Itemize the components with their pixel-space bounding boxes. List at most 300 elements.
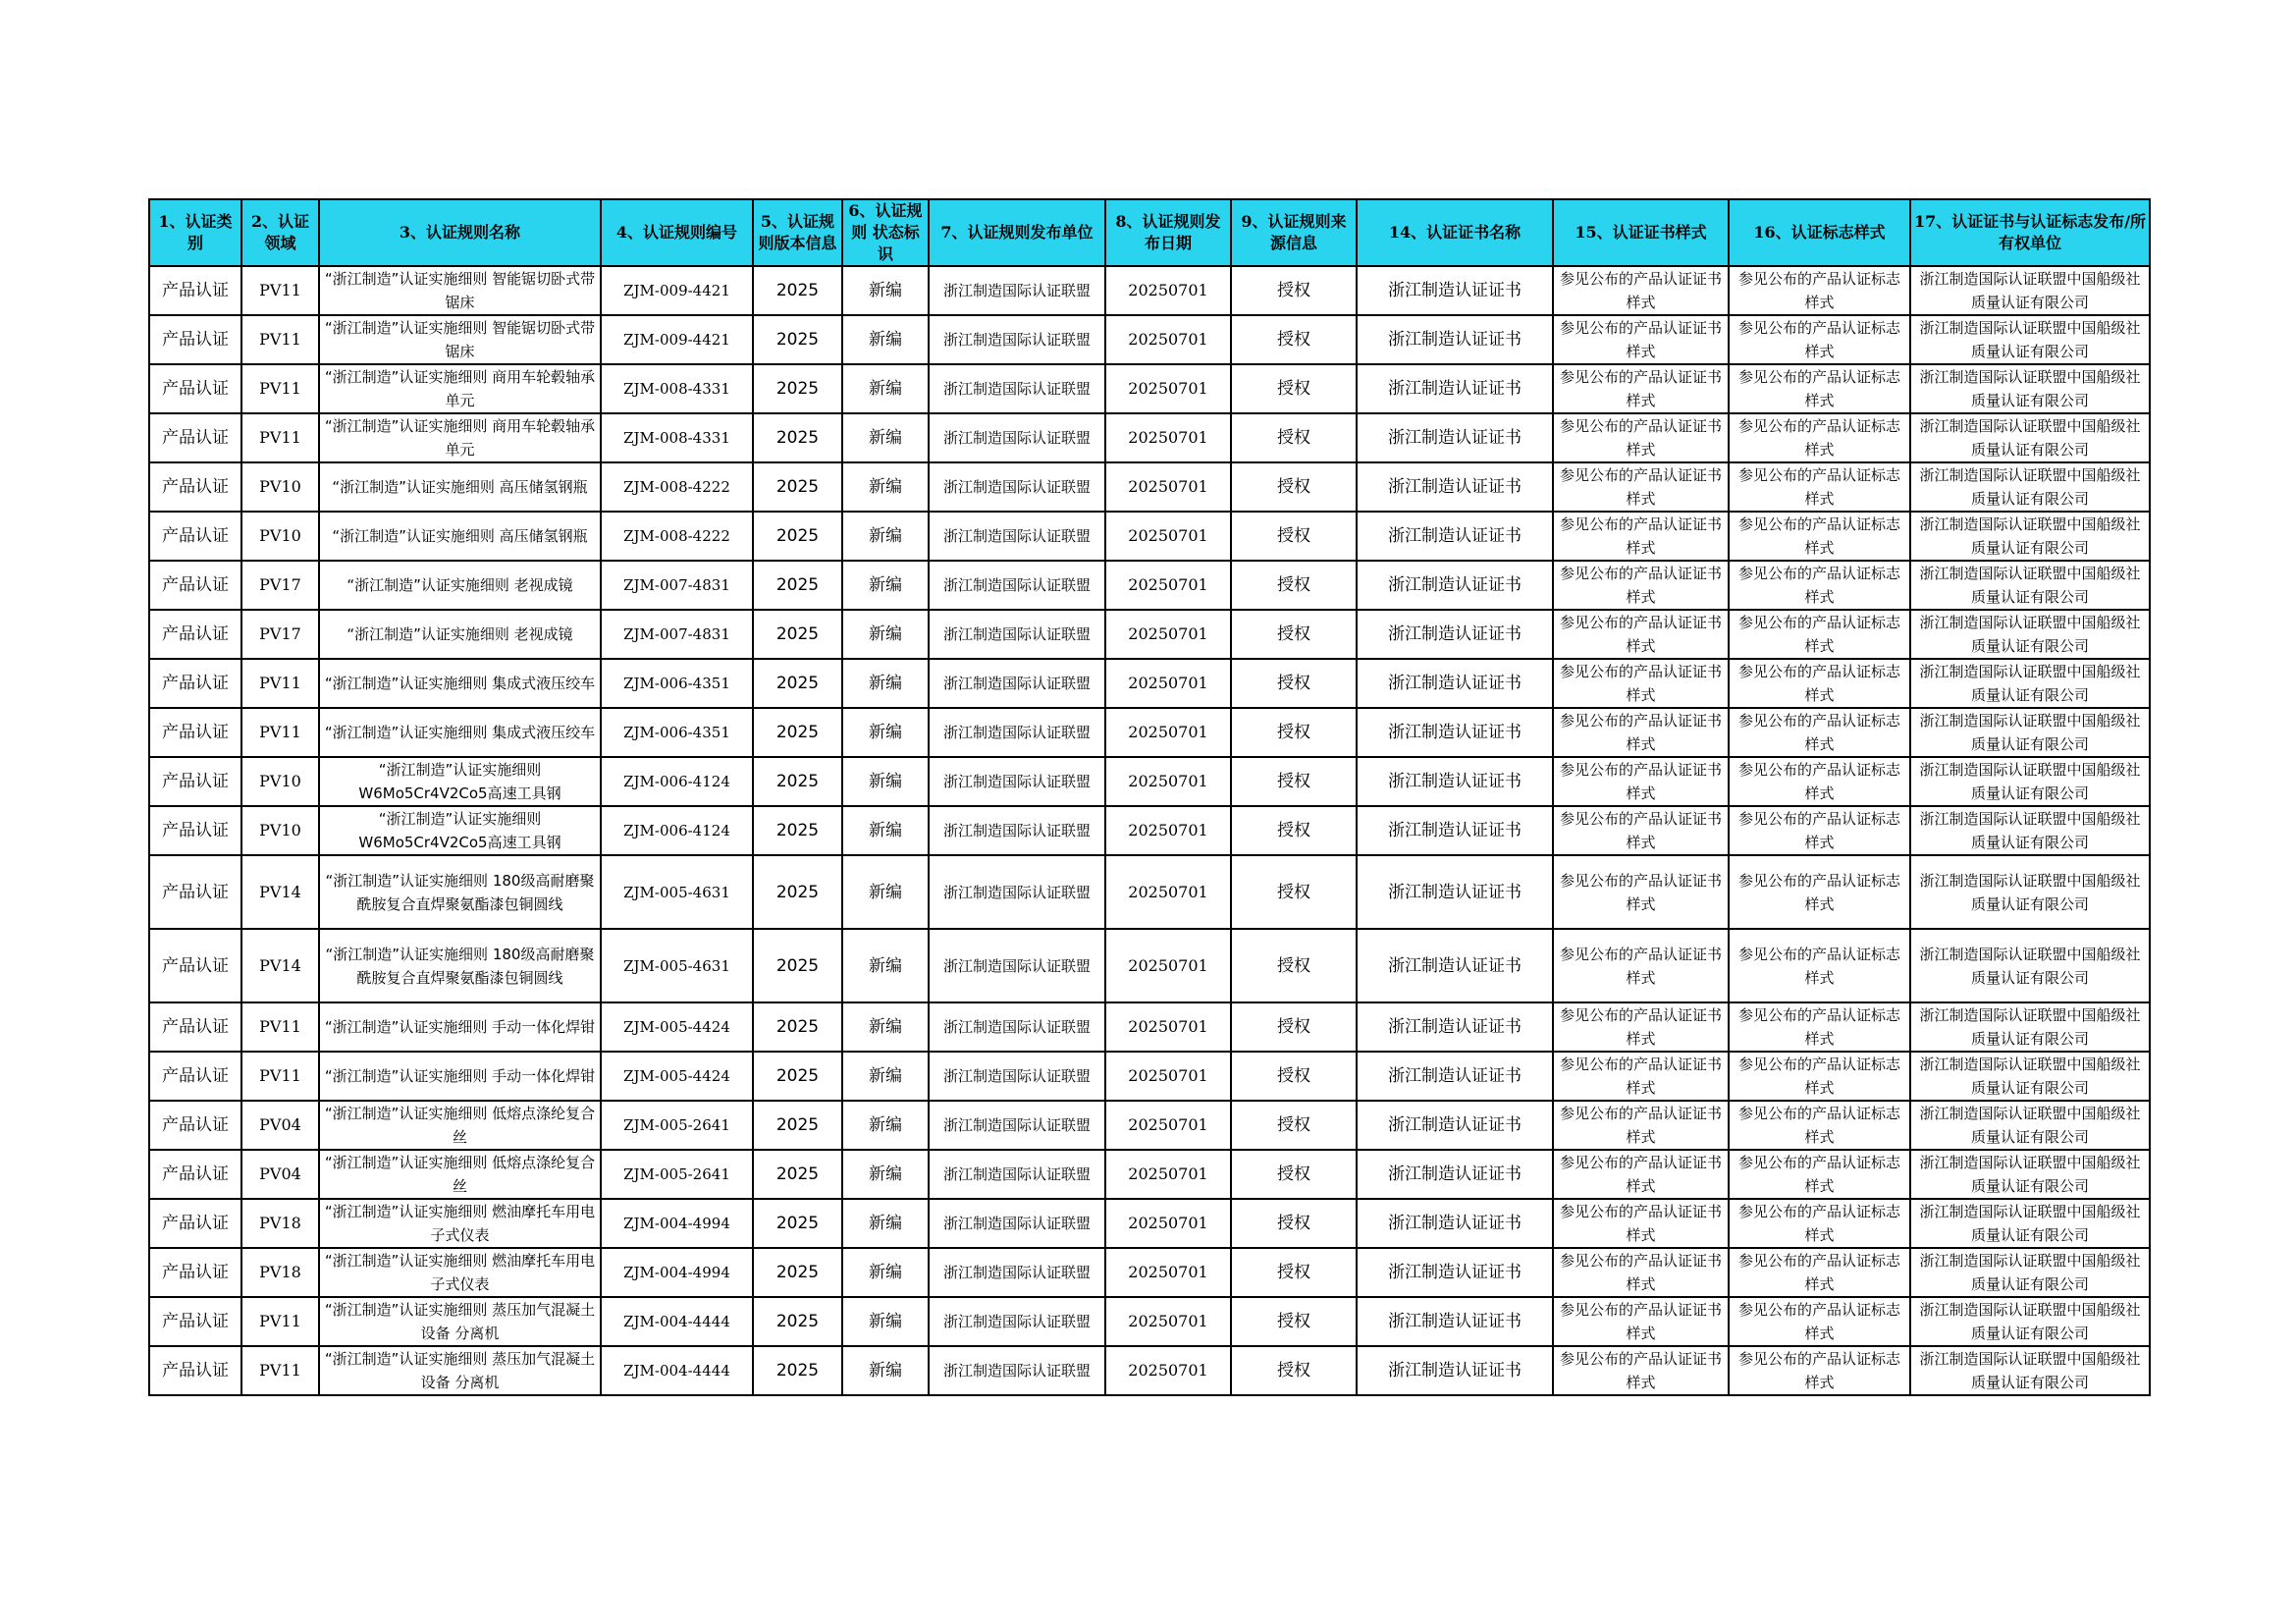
owner-cell: 浙江制造国际认证联盟中国船级社质量认证有限公司 xyxy=(1910,1199,2150,1248)
category-cell: 产品认证 xyxy=(149,659,241,708)
category-cell: 产品认证 xyxy=(149,1346,241,1395)
header-cell: 9、认证规则来源信息 xyxy=(1231,199,1357,266)
cert-style-cell: 参见公布的产品认证证书样式 xyxy=(1553,806,1729,855)
rule-code-cell: ZJM-005-4631 xyxy=(601,929,753,1002)
category-cell: 产品认证 xyxy=(149,266,241,315)
table-row xyxy=(149,1297,2150,1346)
header-cell: 14、认证证书名称 xyxy=(1357,199,1553,266)
rule-code-cell: ZJM-008-4222 xyxy=(601,462,753,512)
cert-style-cell: 参见公布的产品认证证书样式 xyxy=(1553,1101,1729,1150)
mark-style-cell: 参见公布的产品认证标志样式 xyxy=(1729,512,1910,561)
rule-name-cell: “浙江制造”认证实施细则 蒸压加气混凝土设备 分离机 xyxy=(319,1297,601,1346)
header-cell: 6、认证规则 状态标识 xyxy=(842,199,929,266)
owner-cell: 浙江制造国际认证联盟中国船级社质量认证有限公司 xyxy=(1910,806,2150,855)
owner-cell: 浙江制造国际认证联盟中国船级社质量认证有限公司 xyxy=(1910,462,2150,512)
owner-cell: 浙江制造国际认证联盟中国船级社质量认证有限公司 xyxy=(1910,266,2150,315)
version-cell: 2025 xyxy=(753,1002,842,1052)
issuer-cell: 浙江制造国际认证联盟 xyxy=(929,315,1105,364)
category-cell: 产品认证 xyxy=(149,1052,241,1101)
rule-code-cell: ZJM-008-4331 xyxy=(601,413,753,462)
rule-name-cell: “浙江制造”认证实施细则 老视成镜 xyxy=(319,561,601,610)
cert-name-cell: 浙江制造认证证书 xyxy=(1357,1052,1553,1101)
category-cell: 产品认证 xyxy=(149,757,241,806)
rule-code-cell: ZJM-005-4424 xyxy=(601,1052,753,1101)
version-cell: 2025 xyxy=(753,512,842,561)
table-row xyxy=(149,1101,2150,1150)
status-cell: 新编 xyxy=(842,1297,929,1346)
version-cell: 2025 xyxy=(753,1052,842,1101)
cert-name-cell: 浙江制造认证证书 xyxy=(1357,462,1553,512)
cert-style-cell: 参见公布的产品认证证书样式 xyxy=(1553,1346,1729,1395)
header-cell: 7、认证规则发布单位 xyxy=(929,199,1105,266)
owner-cell: 浙江制造国际认证联盟中国船级社质量认证有限公司 xyxy=(1910,1101,2150,1150)
status-cell: 新编 xyxy=(842,806,929,855)
table-row xyxy=(149,757,2150,806)
source-cell: 授权 xyxy=(1231,1248,1357,1297)
mark-style-cell: 参见公布的产品认证标志样式 xyxy=(1729,1101,1910,1150)
status-cell: 新编 xyxy=(842,610,929,659)
cert-name-cell: 浙江制造认证证书 xyxy=(1357,1248,1553,1297)
cert-style-cell: 参见公布的产品认证证书样式 xyxy=(1553,364,1729,413)
field-cell: PV11 xyxy=(241,708,319,757)
mark-style-cell: 参见公布的产品认证标志样式 xyxy=(1729,855,1910,929)
rule-code-cell: ZJM-005-4424 xyxy=(601,1002,753,1052)
rule-code-cell: ZJM-008-4222 xyxy=(601,512,753,561)
header-cell: 5、认证规则版本信息 xyxy=(753,199,842,266)
header-cell: 15、认证证书样式 xyxy=(1553,199,1729,266)
owner-cell: 浙江制造国际认证联盟中国船级社质量认证有限公司 xyxy=(1910,364,2150,413)
category-cell: 产品认证 xyxy=(149,1297,241,1346)
status-cell: 新编 xyxy=(842,659,929,708)
rule-name-cell: “浙江制造”认证实施细则 燃油摩托车用电子式仪表 xyxy=(319,1248,601,1297)
cert-name-cell: 浙江制造认证证书 xyxy=(1357,1002,1553,1052)
rule-name-cell: “浙江制造”认证实施细则 智能锯切卧式带锯床 xyxy=(319,266,601,315)
date-cell: 20250701 xyxy=(1105,1199,1231,1248)
category-cell: 产品认证 xyxy=(149,929,241,1002)
version-cell: 2025 xyxy=(753,659,842,708)
cert-style-cell: 参见公布的产品认证证书样式 xyxy=(1553,462,1729,512)
date-cell: 20250701 xyxy=(1105,1002,1231,1052)
cert-name-cell: 浙江制造认证证书 xyxy=(1357,1150,1553,1199)
table-row xyxy=(149,1248,2150,1297)
owner-cell: 浙江制造国际认证联盟中国船级社质量认证有限公司 xyxy=(1910,413,2150,462)
issuer-cell: 浙江制造国际认证联盟 xyxy=(929,610,1105,659)
status-cell: 新编 xyxy=(842,561,929,610)
cert-style-cell: 参见公布的产品认证证书样式 xyxy=(1553,266,1729,315)
date-cell: 20250701 xyxy=(1105,806,1231,855)
source-cell: 授权 xyxy=(1231,315,1357,364)
cert-name-cell: 浙江制造认证证书 xyxy=(1357,659,1553,708)
status-cell: 新编 xyxy=(842,512,929,561)
mark-style-cell: 参见公布的产品认证标志样式 xyxy=(1729,364,1910,413)
rule-name-cell: “浙江制造”认证实施细则 燃油摩托车用电子式仪表 xyxy=(319,1199,601,1248)
field-cell: PV10 xyxy=(241,806,319,855)
rule-code-cell: ZJM-009-4421 xyxy=(601,266,753,315)
mark-style-cell: 参见公布的产品认证标志样式 xyxy=(1729,757,1910,806)
cert-style-cell: 参见公布的产品认证证书样式 xyxy=(1553,1150,1729,1199)
header-row xyxy=(149,199,2150,266)
source-cell: 授权 xyxy=(1231,512,1357,561)
status-cell: 新编 xyxy=(842,1101,929,1150)
rule-code-cell: ZJM-004-4444 xyxy=(601,1297,753,1346)
rule-name-cell: “浙江制造”认证实施细则 老视成镜 xyxy=(319,610,601,659)
cert-name-cell: 浙江制造认证证书 xyxy=(1357,266,1553,315)
field-cell: PV14 xyxy=(241,855,319,929)
table-row xyxy=(149,315,2150,364)
mark-style-cell: 参见公布的产品认证标志样式 xyxy=(1729,1297,1910,1346)
header-cell: 8、认证规则发布日期 xyxy=(1105,199,1231,266)
certification-rules-table xyxy=(148,198,2151,1396)
category-cell: 产品认证 xyxy=(149,855,241,929)
date-cell: 20250701 xyxy=(1105,708,1231,757)
header-cell: 16、认证标志样式 xyxy=(1729,199,1910,266)
status-cell: 新编 xyxy=(842,266,929,315)
category-cell: 产品认证 xyxy=(149,610,241,659)
table-row xyxy=(149,806,2150,855)
rule-name-cell: “浙江制造”认证实施细则 商用车轮毂轴承单元 xyxy=(319,364,601,413)
owner-cell: 浙江制造国际认证联盟中国船级社质量认证有限公司 xyxy=(1910,855,2150,929)
rule-name-cell: “浙江制造”认证实施细则 手动一体化焊钳 xyxy=(319,1002,601,1052)
mark-style-cell: 参见公布的产品认证标志样式 xyxy=(1729,1199,1910,1248)
date-cell: 20250701 xyxy=(1105,413,1231,462)
issuer-cell: 浙江制造国际认证联盟 xyxy=(929,266,1105,315)
cert-style-cell: 参见公布的产品认证证书样式 xyxy=(1553,1002,1729,1052)
header-cell: 17、认证证书与认证标志发布/所有权单位 xyxy=(1910,199,2150,266)
rule-name-cell: “浙江制造”认证实施细则 集成式液压绞车 xyxy=(319,659,601,708)
table-row xyxy=(149,610,2150,659)
cert-style-cell: 参见公布的产品认证证书样式 xyxy=(1553,512,1729,561)
mark-style-cell: 参见公布的产品认证标志样式 xyxy=(1729,708,1910,757)
table-row xyxy=(149,266,2150,315)
source-cell: 授权 xyxy=(1231,561,1357,610)
date-cell: 20250701 xyxy=(1105,1101,1231,1150)
mark-style-cell: 参见公布的产品认证标志样式 xyxy=(1729,462,1910,512)
field-cell: PV11 xyxy=(241,1002,319,1052)
version-cell: 2025 xyxy=(753,806,842,855)
table-row xyxy=(149,855,2150,929)
category-cell: 产品认证 xyxy=(149,1150,241,1199)
issuer-cell: 浙江制造国际认证联盟 xyxy=(929,1199,1105,1248)
rule-code-cell: ZJM-007-4831 xyxy=(601,561,753,610)
cert-name-cell: 浙江制造认证证书 xyxy=(1357,929,1553,1002)
version-cell: 2025 xyxy=(753,1248,842,1297)
rule-name-cell: “浙江制造”认证实施细则 W6Mo5Cr4V2Co5高速工具钢 xyxy=(319,806,601,855)
owner-cell: 浙江制造国际认证联盟中国船级社质量认证有限公司 xyxy=(1910,1346,2150,1395)
mark-style-cell: 参见公布的产品认证标志样式 xyxy=(1729,1248,1910,1297)
status-cell: 新编 xyxy=(842,855,929,929)
mark-style-cell: 参见公布的产品认证标志样式 xyxy=(1729,1346,1910,1395)
mark-style-cell: 参见公布的产品认证标志样式 xyxy=(1729,1052,1910,1101)
date-cell: 20250701 xyxy=(1105,929,1231,1002)
cert-style-cell: 参见公布的产品认证证书样式 xyxy=(1553,757,1729,806)
field-cell: PV11 xyxy=(241,364,319,413)
owner-cell: 浙江制造国际认证联盟中国船级社质量认证有限公司 xyxy=(1910,512,2150,561)
mark-style-cell: 参见公布的产品认证标志样式 xyxy=(1729,315,1910,364)
cert-name-cell: 浙江制造认证证书 xyxy=(1357,708,1553,757)
issuer-cell: 浙江制造国际认证联盟 xyxy=(929,1297,1105,1346)
source-cell: 授权 xyxy=(1231,1002,1357,1052)
field-cell: PV11 xyxy=(241,1297,319,1346)
date-cell: 20250701 xyxy=(1105,462,1231,512)
date-cell: 20250701 xyxy=(1105,364,1231,413)
source-cell: 授权 xyxy=(1231,929,1357,1002)
source-cell: 授权 xyxy=(1231,806,1357,855)
owner-cell: 浙江制造国际认证联盟中国船级社质量认证有限公司 xyxy=(1910,757,2150,806)
source-cell: 授权 xyxy=(1231,659,1357,708)
category-cell: 产品认证 xyxy=(149,561,241,610)
cert-style-cell: 参见公布的产品认证证书样式 xyxy=(1553,1052,1729,1101)
status-cell: 新编 xyxy=(842,1150,929,1199)
source-cell: 授权 xyxy=(1231,1101,1357,1150)
version-cell: 2025 xyxy=(753,1150,842,1199)
field-cell: PV18 xyxy=(241,1248,319,1297)
cert-name-cell: 浙江制造认证证书 xyxy=(1357,413,1553,462)
cert-style-cell: 参见公布的产品认证证书样式 xyxy=(1553,413,1729,462)
source-cell: 授权 xyxy=(1231,757,1357,806)
owner-cell: 浙江制造国际认证联盟中国船级社质量认证有限公司 xyxy=(1910,315,2150,364)
category-cell: 产品认证 xyxy=(149,1248,241,1297)
rule-code-cell: ZJM-006-4124 xyxy=(601,806,753,855)
rule-name-cell: “浙江制造”认证实施细则 低熔点涤纶复合丝 xyxy=(319,1150,601,1199)
issuer-cell: 浙江制造国际认证联盟 xyxy=(929,512,1105,561)
issuer-cell: 浙江制造国际认证联盟 xyxy=(929,462,1105,512)
owner-cell: 浙江制造国际认证联盟中国船级社质量认证有限公司 xyxy=(1910,1052,2150,1101)
cert-name-cell: 浙江制造认证证书 xyxy=(1357,757,1553,806)
rule-name-cell: “浙江制造”认证实施细则 蒸压加气混凝土设备 分离机 xyxy=(319,1346,601,1395)
owner-cell: 浙江制造国际认证联盟中国船级社质量认证有限公司 xyxy=(1910,659,2150,708)
rule-code-cell: ZJM-009-4421 xyxy=(601,315,753,364)
cert-style-cell: 参见公布的产品认证证书样式 xyxy=(1553,659,1729,708)
cert-style-cell: 参见公布的产品认证证书样式 xyxy=(1553,929,1729,1002)
status-cell: 新编 xyxy=(842,1002,929,1052)
version-cell: 2025 xyxy=(753,855,842,929)
date-cell: 20250701 xyxy=(1105,659,1231,708)
date-cell: 20250701 xyxy=(1105,561,1231,610)
issuer-cell: 浙江制造国际认证联盟 xyxy=(929,806,1105,855)
field-cell: PV18 xyxy=(241,1199,319,1248)
rule-name-cell: “浙江制造”认证实施细则 手动一体化焊钳 xyxy=(319,1052,601,1101)
field-cell: PV11 xyxy=(241,1346,319,1395)
issuer-cell: 浙江制造国际认证联盟 xyxy=(929,855,1105,929)
category-cell: 产品认证 xyxy=(149,1101,241,1150)
field-cell: PV04 xyxy=(241,1101,319,1150)
table-row xyxy=(149,364,2150,413)
date-cell: 20250701 xyxy=(1105,1248,1231,1297)
category-cell: 产品认证 xyxy=(149,315,241,364)
version-cell: 2025 xyxy=(753,561,842,610)
cert-name-cell: 浙江制造认证证书 xyxy=(1357,512,1553,561)
category-cell: 产品认证 xyxy=(149,1002,241,1052)
table-row xyxy=(149,1346,2150,1395)
cert-style-cell: 参见公布的产品认证证书样式 xyxy=(1553,1297,1729,1346)
version-cell: 2025 xyxy=(753,610,842,659)
rule-code-cell: ZJM-004-4994 xyxy=(601,1248,753,1297)
rule-code-cell: ZJM-008-4331 xyxy=(601,364,753,413)
status-cell: 新编 xyxy=(842,1346,929,1395)
rule-code-cell: ZJM-006-4124 xyxy=(601,757,753,806)
date-cell: 20250701 xyxy=(1105,1052,1231,1101)
category-cell: 产品认证 xyxy=(149,1199,241,1248)
status-cell: 新编 xyxy=(842,413,929,462)
rule-code-cell: ZJM-004-4994 xyxy=(601,1199,753,1248)
owner-cell: 浙江制造国际认证联盟中国船级社质量认证有限公司 xyxy=(1910,1297,2150,1346)
field-cell: PV17 xyxy=(241,610,319,659)
table-row xyxy=(149,659,2150,708)
version-cell: 2025 xyxy=(753,315,842,364)
rule-name-cell: “浙江制造”认证实施细则 高压储氢钢瓶 xyxy=(319,462,601,512)
source-cell: 授权 xyxy=(1231,610,1357,659)
rule-code-cell: ZJM-004-4444 xyxy=(601,1346,753,1395)
cert-name-cell: 浙江制造认证证书 xyxy=(1357,364,1553,413)
header-cell: 1、认证类别 xyxy=(149,199,241,266)
table-row xyxy=(149,1199,2150,1248)
source-cell: 授权 xyxy=(1231,1297,1357,1346)
cert-name-cell: 浙江制造认证证书 xyxy=(1357,561,1553,610)
mark-style-cell: 参见公布的产品认证标志样式 xyxy=(1729,659,1910,708)
cert-name-cell: 浙江制造认证证书 xyxy=(1357,1199,1553,1248)
issuer-cell: 浙江制造国际认证联盟 xyxy=(929,659,1105,708)
table-row xyxy=(149,1002,2150,1052)
source-cell: 授权 xyxy=(1231,855,1357,929)
source-cell: 授权 xyxy=(1231,1150,1357,1199)
mark-style-cell: 参见公布的产品认证标志样式 xyxy=(1729,413,1910,462)
version-cell: 2025 xyxy=(753,413,842,462)
version-cell: 2025 xyxy=(753,462,842,512)
rule-code-cell: ZJM-005-2641 xyxy=(601,1101,753,1150)
category-cell: 产品认证 xyxy=(149,462,241,512)
issuer-cell: 浙江制造国际认证联盟 xyxy=(929,1002,1105,1052)
category-cell: 产品认证 xyxy=(149,806,241,855)
owner-cell: 浙江制造国际认证联盟中国船级社质量认证有限公司 xyxy=(1910,561,2150,610)
source-cell: 授权 xyxy=(1231,1199,1357,1248)
field-cell: PV17 xyxy=(241,561,319,610)
issuer-cell: 浙江制造国际认证联盟 xyxy=(929,561,1105,610)
cert-style-cell: 参见公布的产品认证证书样式 xyxy=(1553,1248,1729,1297)
table-row xyxy=(149,929,2150,1002)
version-cell: 2025 xyxy=(753,1297,842,1346)
issuer-cell: 浙江制造国际认证联盟 xyxy=(929,1052,1105,1101)
category-cell: 产品认证 xyxy=(149,708,241,757)
date-cell: 20250701 xyxy=(1105,1297,1231,1346)
issuer-cell: 浙江制造国际认证联盟 xyxy=(929,364,1105,413)
rule-name-cell: “浙江制造”认证实施细则 智能锯切卧式带锯床 xyxy=(319,315,601,364)
date-cell: 20250701 xyxy=(1105,610,1231,659)
status-cell: 新编 xyxy=(842,757,929,806)
cert-style-cell: 参见公布的产品认证证书样式 xyxy=(1553,561,1729,610)
table-row xyxy=(149,413,2150,462)
status-cell: 新编 xyxy=(842,364,929,413)
table-row xyxy=(149,708,2150,757)
status-cell: 新编 xyxy=(842,315,929,364)
field-cell: PV11 xyxy=(241,315,319,364)
field-cell: PV11 xyxy=(241,266,319,315)
version-cell: 2025 xyxy=(753,266,842,315)
field-cell: PV04 xyxy=(241,1150,319,1199)
date-cell: 20250701 xyxy=(1105,855,1231,929)
field-cell: PV10 xyxy=(241,757,319,806)
rule-code-cell: ZJM-006-4351 xyxy=(601,708,753,757)
field-cell: PV10 xyxy=(241,462,319,512)
cert-style-cell: 参见公布的产品认证证书样式 xyxy=(1553,315,1729,364)
cert-name-cell: 浙江制造认证证书 xyxy=(1357,1101,1553,1150)
field-cell: PV14 xyxy=(241,929,319,1002)
date-cell: 20250701 xyxy=(1105,266,1231,315)
mark-style-cell: 参见公布的产品认证标志样式 xyxy=(1729,266,1910,315)
rule-name-cell: “浙江制造”认证实施细则 W6Mo5Cr4V2Co5高速工具钢 xyxy=(319,757,601,806)
owner-cell: 浙江制造国际认证联盟中国船级社质量认证有限公司 xyxy=(1910,1248,2150,1297)
issuer-cell: 浙江制造国际认证联盟 xyxy=(929,929,1105,1002)
date-cell: 20250701 xyxy=(1105,1150,1231,1199)
issuer-cell: 浙江制造国际认证联盟 xyxy=(929,413,1105,462)
category-cell: 产品认证 xyxy=(149,364,241,413)
header-cell: 2、认证领域 xyxy=(241,199,319,266)
table-row xyxy=(149,512,2150,561)
cert-name-cell: 浙江制造认证证书 xyxy=(1357,1297,1553,1346)
date-cell: 20250701 xyxy=(1105,315,1231,364)
owner-cell: 浙江制造国际认证联盟中国船级社质量认证有限公司 xyxy=(1910,929,2150,1002)
status-cell: 新编 xyxy=(842,708,929,757)
issuer-cell: 浙江制造国际认证联盟 xyxy=(929,708,1105,757)
header-cell: 3、认证规则名称 xyxy=(319,199,601,266)
version-cell: 2025 xyxy=(753,1346,842,1395)
source-cell: 授权 xyxy=(1231,413,1357,462)
owner-cell: 浙江制造国际认证联盟中国船级社质量认证有限公司 xyxy=(1910,708,2150,757)
cert-name-cell: 浙江制造认证证书 xyxy=(1357,1346,1553,1395)
rule-name-cell: “浙江制造”认证实施细则 180级高耐磨聚酰胺复合直焊聚氨酯漆包铜圆线 xyxy=(319,855,601,929)
rule-code-cell: ZJM-005-4631 xyxy=(601,855,753,929)
cert-style-cell: 参见公布的产品认证证书样式 xyxy=(1553,1199,1729,1248)
cert-name-cell: 浙江制造认证证书 xyxy=(1357,610,1553,659)
version-cell: 2025 xyxy=(753,757,842,806)
category-cell: 产品认证 xyxy=(149,413,241,462)
field-cell: PV11 xyxy=(241,1052,319,1101)
date-cell: 20250701 xyxy=(1105,512,1231,561)
date-cell: 20250701 xyxy=(1105,1346,1231,1395)
status-cell: 新编 xyxy=(842,462,929,512)
source-cell: 授权 xyxy=(1231,266,1357,315)
mark-style-cell: 参见公布的产品认证标志样式 xyxy=(1729,561,1910,610)
version-cell: 2025 xyxy=(753,364,842,413)
mark-style-cell: 参见公布的产品认证标志样式 xyxy=(1729,1002,1910,1052)
version-cell: 2025 xyxy=(753,929,842,1002)
version-cell: 2025 xyxy=(753,1101,842,1150)
table-row xyxy=(149,1150,2150,1199)
owner-cell: 浙江制造国际认证联盟中国船级社质量认证有限公司 xyxy=(1910,610,2150,659)
category-cell: 产品认证 xyxy=(149,512,241,561)
cert-name-cell: 浙江制造认证证书 xyxy=(1357,806,1553,855)
mark-style-cell: 参见公布的产品认证标志样式 xyxy=(1729,806,1910,855)
source-cell: 授权 xyxy=(1231,708,1357,757)
cert-style-cell: 参见公布的产品认证证书样式 xyxy=(1553,610,1729,659)
rule-name-cell: “浙江制造”认证实施细则 180级高耐磨聚酰胺复合直焊聚氨酯漆包铜圆线 xyxy=(319,929,601,1002)
version-cell: 2025 xyxy=(753,1199,842,1248)
rule-code-cell: ZJM-006-4351 xyxy=(601,659,753,708)
issuer-cell: 浙江制造国际认证联盟 xyxy=(929,1248,1105,1297)
field-cell: PV10 xyxy=(241,512,319,561)
table-row xyxy=(149,561,2150,610)
rule-code-cell: ZJM-007-4831 xyxy=(601,610,753,659)
issuer-cell: 浙江制造国际认证联盟 xyxy=(929,757,1105,806)
source-cell: 授权 xyxy=(1231,1346,1357,1395)
status-cell: 新编 xyxy=(842,929,929,1002)
header-cell: 4、认证规则编号 xyxy=(601,199,753,266)
owner-cell: 浙江制造国际认证联盟中国船级社质量认证有限公司 xyxy=(1910,1150,2150,1199)
cert-name-cell: 浙江制造认证证书 xyxy=(1357,855,1553,929)
version-cell: 2025 xyxy=(753,708,842,757)
rule-name-cell: “浙江制造”认证实施细则 高压储氢钢瓶 xyxy=(319,512,601,561)
field-cell: PV11 xyxy=(241,659,319,708)
mark-style-cell: 参见公布的产品认证标志样式 xyxy=(1729,1150,1910,1199)
